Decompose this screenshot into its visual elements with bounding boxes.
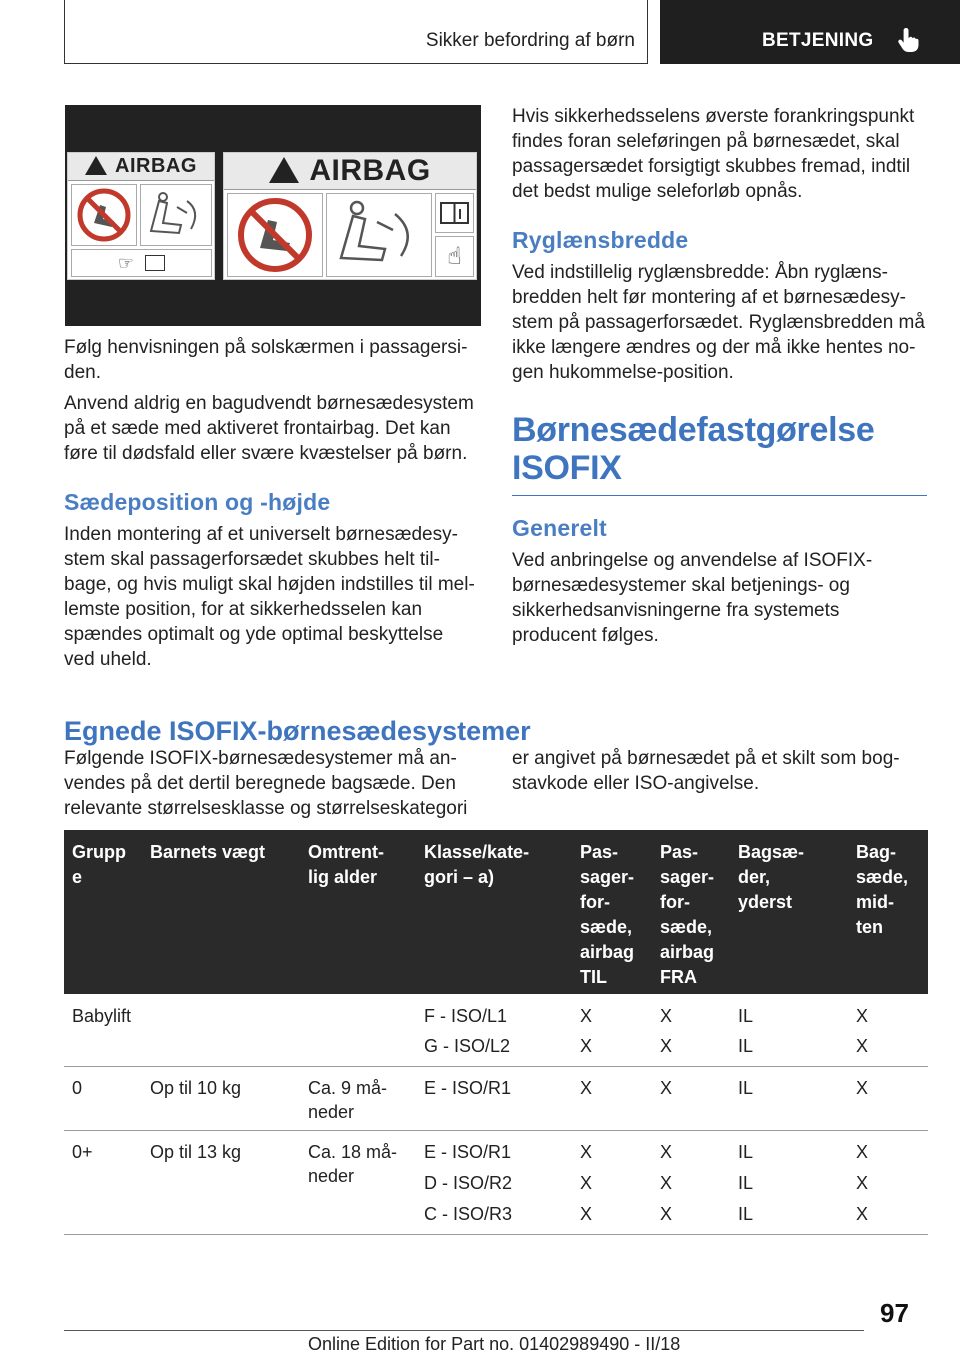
airbag-label-small bbox=[67, 152, 215, 280]
isofix-heading-line2: ISOFIX bbox=[512, 449, 622, 487]
isofix-intro-right bbox=[512, 746, 927, 802]
manual-book-icon bbox=[435, 193, 474, 233]
cell-rear-middle: X bbox=[856, 1204, 869, 1224]
cell-airbag-off: X bbox=[660, 1006, 673, 1026]
col-header-group: Grupp e bbox=[72, 842, 126, 887]
cell-group: Babylift bbox=[72, 1006, 132, 1026]
cell-airbag-on: X bbox=[580, 1078, 593, 1098]
cell-rear-middle: X bbox=[856, 1006, 869, 1026]
general-text: Ved anbringelse og anvendelse af ISOFIX-børnesædesystemer skal betjenings- og sikkerhedsanvisningerne fra systemets producent følges. bbox=[512, 550, 873, 646]
no-rear-facing-seat-icon bbox=[227, 193, 323, 277]
cell-rear-middle: X bbox=[856, 1036, 869, 1056]
seat-position-text: Inden montering af et universelt børnesædesystem skal passagerforsædet skubbes helt tilbage, og hvis muligt skal højden indstilles til mellemste position, for at sikkerhedsselen kan spændes optimalt og yde optimal beskyttelse ved uheld. bbox=[64, 524, 475, 670]
manual-reference-row bbox=[71, 249, 212, 277]
cell-rear-outer: IL bbox=[738, 1078, 754, 1098]
header-section-title: Sikker befordring af børn bbox=[425, 30, 635, 51]
warning-triangle-icon bbox=[269, 157, 299, 183]
cell-weight: Op til 13 kg bbox=[150, 1142, 242, 1162]
header-chapter-tab bbox=[660, 0, 960, 64]
airbag-deploy-seat-icon bbox=[140, 184, 212, 246]
cell-group: 0 bbox=[72, 1078, 83, 1098]
isofix-table-header bbox=[64, 830, 928, 994]
isofix-intro-left-text: Følgende ISOFIX-børnesædesystemer må anvendes på det dertil beregnede bagsæde. Den relevante størrelsesklasse og størrelseskategori bbox=[64, 748, 468, 819]
cell-rear-outer: IL bbox=[738, 1173, 754, 1193]
col-header-age: Omtrent- lig alder bbox=[308, 842, 384, 887]
no-rear-facing-seat-icon bbox=[71, 184, 137, 246]
belt-anchor-text: Hvis sikkerhedsselens øverste forankringspunkt findes foran seleføringen på børnesædet, skal passagersædet forsigtigt skubbes fremad, indtil det bedst mulige seleforløb opnås. bbox=[512, 106, 915, 202]
row-divider bbox=[64, 1130, 928, 1131]
cell-rear-middle: X bbox=[856, 1142, 869, 1162]
pointing-hand-icon: ☞ bbox=[117, 253, 135, 273]
header-chapter-title: BETJENING bbox=[762, 30, 874, 51]
suitable-isofix-heading: Egnede ISOFIX-børnesædesystemer bbox=[64, 716, 531, 746]
cell-class: E - ISO/R1 bbox=[424, 1142, 512, 1162]
backrest-width-heading: Ryglænsbredde bbox=[512, 227, 689, 253]
page-number: 97 bbox=[880, 1298, 909, 1328]
cell-airbag-on: X bbox=[580, 1036, 593, 1056]
page-header bbox=[0, 0, 960, 66]
rear-facing-warning: Anvend aldrig en bagudvendt børnesædesystem på et sæde med aktiveret frontairbag. Det kan føre til dødsfald eller svære kvæstelser på børn. bbox=[64, 393, 474, 464]
manual-book-icon bbox=[145, 255, 165, 271]
cell-airbag-off: X bbox=[660, 1036, 673, 1056]
general-heading: Generelt bbox=[512, 515, 607, 541]
col-header-passenger-airbag-on: Pas- sager- for- sæde, airbag TIL bbox=[580, 842, 635, 987]
col-header-class: Klasse/kate- gori – a) bbox=[424, 842, 530, 887]
hand-pointer-icon bbox=[896, 26, 922, 54]
airbag-label-large bbox=[223, 152, 477, 280]
airbag-label-large-text: AIRBAG bbox=[309, 154, 431, 187]
header-section-frame bbox=[64, 0, 648, 64]
cell-age: Ca. 18 må- neder bbox=[308, 1142, 398, 1186]
airbag-label-small-title bbox=[68, 153, 214, 181]
isofix-heading-line1: Børnesædefastgørelse bbox=[512, 411, 875, 449]
cell-rear-middle: X bbox=[856, 1173, 869, 1193]
warning-triangle-icon bbox=[85, 156, 107, 175]
isofix-intro-left bbox=[64, 746, 479, 827]
seat-position-heading: Sædeposition og -højde bbox=[64, 489, 331, 515]
row-divider bbox=[64, 1066, 928, 1067]
cell-rear-outer: IL bbox=[738, 1036, 754, 1056]
right-column bbox=[512, 104, 927, 654]
cell-airbag-off: X bbox=[660, 1142, 673, 1162]
cell-group: 0+ bbox=[72, 1142, 93, 1162]
edition-footer: Online Edition for Part no. 01402989490 - II/18 bbox=[308, 1334, 681, 1354]
airbag-label-small-text: AIRBAG bbox=[115, 155, 197, 177]
cell-age: Ca. 9 må- neder bbox=[308, 1078, 388, 1122]
cell-airbag-off: X bbox=[660, 1204, 673, 1224]
footer-rule bbox=[64, 1330, 864, 1331]
col-header-rear-middle: Bag- sæde, mid- ten bbox=[856, 842, 909, 937]
col-header-weight: Barnets vægt bbox=[150, 842, 266, 862]
cell-class: E - ISO/R1 bbox=[424, 1078, 512, 1098]
cell-rear-outer: IL bbox=[738, 1204, 754, 1224]
airbag-label-large-title bbox=[224, 153, 476, 190]
cell-airbag-off: X bbox=[660, 1173, 673, 1193]
isofix-intro-right-text: er angivet på børnesædet på et skilt som bogstavkode eller ISO-angivelse. bbox=[512, 748, 900, 794]
left-column bbox=[64, 335, 479, 678]
sunvisor-instruction: Følg henvisningen på solskærmen i passagersiden. bbox=[64, 337, 468, 383]
isofix-chapter-heading bbox=[512, 411, 927, 487]
row-divider bbox=[64, 1234, 928, 1235]
cell-rear-outer: IL bbox=[738, 1142, 754, 1162]
cell-rear-middle: X bbox=[856, 1078, 869, 1098]
cell-class: D - ISO/R2 bbox=[424, 1173, 513, 1193]
col-header-rear-outer: Bagsæ- der, yderst bbox=[738, 842, 805, 912]
cell-airbag-on: X bbox=[580, 1204, 593, 1224]
heading-rule bbox=[512, 495, 927, 496]
pointing-hand-icon: ☝ bbox=[435, 236, 474, 277]
cell-airbag-on: X bbox=[580, 1173, 593, 1193]
cell-class: F - ISO/L1 bbox=[424, 1006, 508, 1026]
cell-class: C - ISO/R3 bbox=[424, 1204, 513, 1224]
airbag-deploy-seat-icon bbox=[326, 193, 432, 277]
cell-rear-outer: IL bbox=[738, 1006, 754, 1026]
cell-weight: Op til 10 kg bbox=[150, 1078, 242, 1098]
backrest-width-text: Ved indstillelig ryglænsbredde: Åbn ryglænsbredden helt før montering af et børnesædesystem på passagerforsædet. Ryglænsbredden må ikke længere ændres og der må ikke hentes nogen hukommelse-position. bbox=[512, 262, 925, 383]
col-header-passenger-airbag-off: Pas- sager- for- sæde, airbag FRA bbox=[660, 842, 715, 987]
cell-airbag-on: X bbox=[580, 1006, 593, 1026]
cell-class: G - ISO/L2 bbox=[424, 1036, 511, 1056]
cell-airbag-off: X bbox=[660, 1078, 673, 1098]
cell-airbag-on: X bbox=[580, 1142, 593, 1162]
airbag-warning-label-photo bbox=[65, 105, 481, 326]
